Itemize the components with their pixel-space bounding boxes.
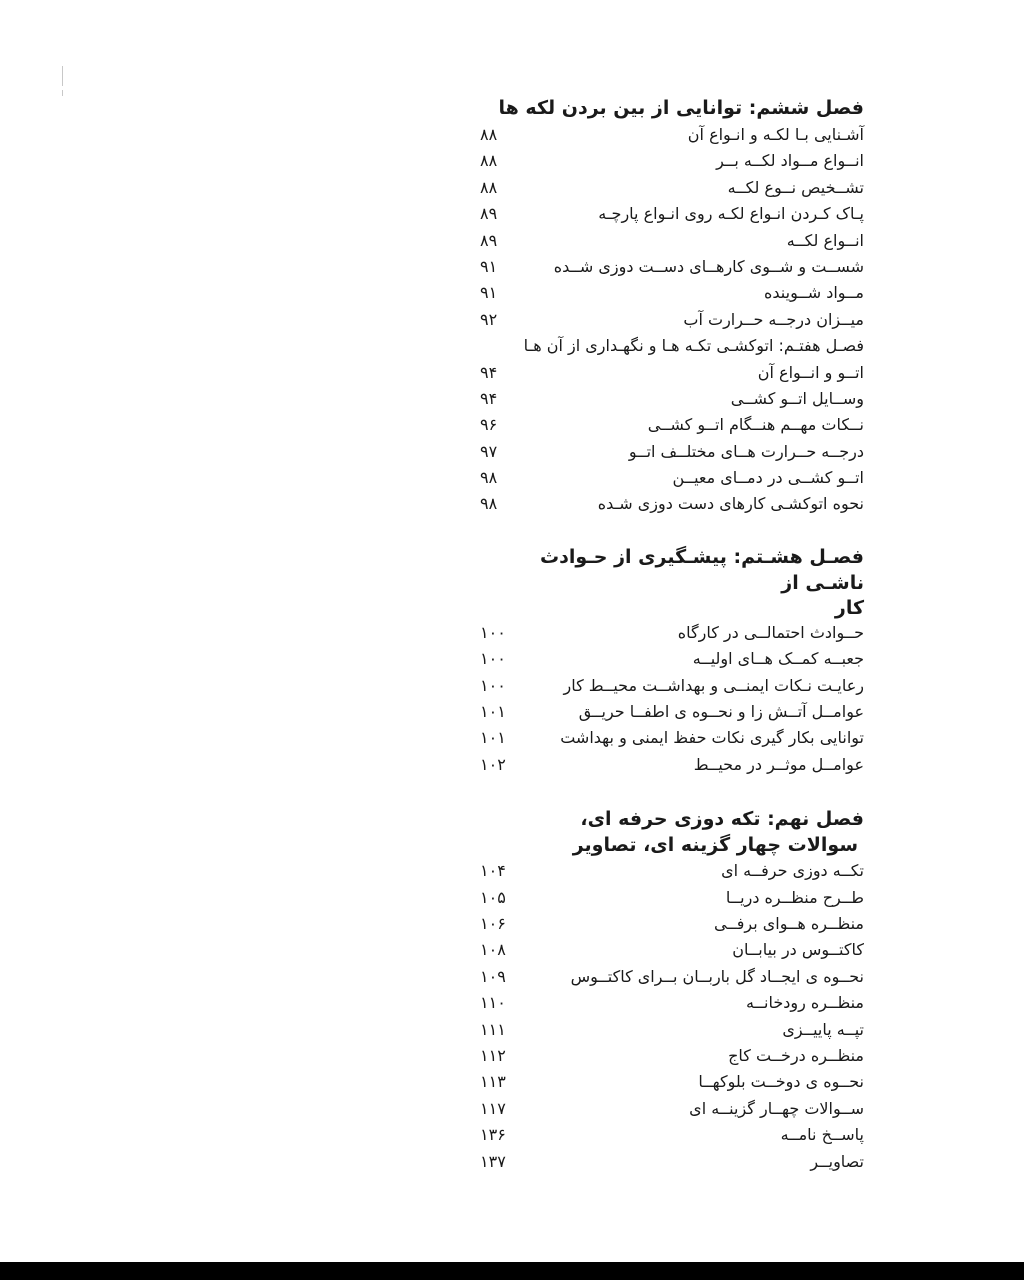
toc-entry <box>480 885 864 911</box>
entry-label: درجــه حــرارت هــای مختلــف اتــو <box>628 441 864 461</box>
entry-label: ســوالات چهــار گزینــه ای <box>689 1098 864 1118</box>
entry-page: ۹۴ <box>480 388 498 408</box>
toc-entry <box>480 386 864 412</box>
entry-page: ۱۱۰ <box>480 993 506 1013</box>
chapter-7 <box>480 333 864 518</box>
entry-label: اتــو کشــی در دمــای معیــن <box>672 468 864 488</box>
toc-entry <box>480 439 864 465</box>
entry-page: ۱۰۶ <box>480 913 506 933</box>
toc-entry <box>480 964 864 990</box>
toc-entry <box>480 175 864 201</box>
entry-page: ۱۰۰ <box>480 649 506 669</box>
entry-page: ۱۰۸ <box>480 940 506 960</box>
entry-label: نحــوه ی دوخــت بلوکهــا <box>698 1072 864 1092</box>
entry-label: شســت و شــوی کارهــای دســت دوزی شــده <box>553 256 864 276</box>
entry-page: ۱۱۱ <box>480 1019 506 1039</box>
entry-label: تپــه پاییــزی <box>782 1019 864 1039</box>
toc-entry <box>480 254 864 280</box>
entry-label: منظــره رودخانــه <box>746 993 864 1013</box>
toc-entry <box>480 620 864 646</box>
entry-page: ۱۰۱ <box>480 728 506 748</box>
entry-label: پـاک کـردن انـواع لکـه روی انـواع پارچـه <box>598 204 864 224</box>
entry-label: تکــه دوزی حرفــه ای <box>721 861 864 881</box>
chapter-9 <box>480 806 864 1175</box>
entry-page: ۱۰۵ <box>480 887 506 907</box>
chapter-title-line: فصـل هشـتم: پیشـگیری از حـوادث ناشـی از <box>540 545 864 594</box>
entry-label: انــواع مــواد لکــه بــر <box>716 151 864 171</box>
entry-label: میــزان درجــه حــرارت آب <box>683 309 864 329</box>
toc-entry <box>480 990 864 1016</box>
entry-label: عوامــل آتــش زا و نحــوه ی اطفــا حریــق <box>578 702 864 722</box>
entry-page: ۱۳۷ <box>480 1151 506 1171</box>
entry-label: اتــو و انــواع آن <box>757 362 864 382</box>
entry-label: پاســخ نامــه <box>780 1125 864 1145</box>
toc-entry <box>480 858 864 884</box>
toc-entry <box>480 1149 864 1175</box>
toc-entry <box>480 937 864 963</box>
entry-page: ۱۳۶ <box>480 1125 506 1145</box>
entry-label: جعبــه کمــک هــای اولیــه <box>692 649 864 669</box>
entry-label: منظــره هــوای برفــی <box>714 913 864 933</box>
toc-entry <box>480 725 864 751</box>
entry-page: ۱۰۹ <box>480 966 506 986</box>
toc-entry <box>480 1122 864 1148</box>
entry-label: تشــخیص نــوع لکــه <box>727 177 864 197</box>
entry-page: ۹۷ <box>480 441 498 461</box>
toc-entry <box>480 360 864 386</box>
toc-entry <box>480 148 864 174</box>
toc-entry <box>480 646 864 672</box>
bottom-black-bar <box>0 1262 1024 1280</box>
entry-label: وســایل اتــو کشــی <box>730 388 864 408</box>
toc-entry <box>480 699 864 725</box>
entry-page: ۱۱۳ <box>480 1072 506 1092</box>
entry-page: ۱۰۱ <box>480 702 506 722</box>
entry-page: ۸۸ <box>480 177 498 197</box>
entry-label: نحــوه ی ایجــاد گل باربــان بــرای کاکتــوس <box>570 966 864 986</box>
entry-page: ۹۶ <box>480 415 498 435</box>
toc-entry <box>480 280 864 306</box>
entry-page: ۹۸ <box>480 494 498 514</box>
toc-entry <box>480 911 864 937</box>
toc-entry <box>480 673 864 699</box>
chapter-title-line: فصل نهم: تکه دوزی حرفه ای، <box>580 808 864 831</box>
entry-label: آشـنایی بـا لکـه و انـواع آن <box>687 125 864 144</box>
entry-label: رعایـت نـکات ایمنــی و بهداشــت محیــط کار <box>563 675 864 695</box>
entry-page: ۱۱۷ <box>480 1098 506 1118</box>
toc-entry <box>480 307 864 333</box>
entry-page: ۹۱ <box>480 256 498 276</box>
table-of-contents <box>480 96 864 1175</box>
toc-entry <box>480 201 864 227</box>
entry-label: عوامــل موثــر در محیــط <box>693 754 864 774</box>
chapter-title-line: سوالات چهار گزینه ای، تصاویر <box>572 834 858 857</box>
chapter-8 <box>480 544 864 778</box>
toc-entry <box>480 465 864 491</box>
toc-entry <box>480 1096 864 1122</box>
entry-label: تصاویــر <box>810 1151 864 1171</box>
entry-page: ۹۸ <box>480 468 498 488</box>
entry-label: نــکات مهــم هنــگام اتــو کشــی <box>647 415 864 435</box>
entry-page: ۸۹ <box>480 230 498 250</box>
chapter-title: فصـل هفتـم: اتوکشـی تکـه هـا و نگهـداری از آن هـا <box>523 336 864 356</box>
toc-entry <box>480 1017 864 1043</box>
entry-label: توانایی بکار گیری نکات حفظ ایمنی و بهداشت <box>560 728 864 748</box>
entry-page: ۱۰۰ <box>480 675 506 695</box>
entry-label: نحوه اتوکشـی کارهای دست دوزی شـده <box>597 494 864 514</box>
margin-mark-bottom <box>62 90 63 96</box>
toc-entry <box>480 122 864 148</box>
entry-label: مــواد شــوینده <box>764 283 864 303</box>
toc-entry <box>480 752 864 778</box>
chapter-6 <box>480 96 864 333</box>
entry-page: ۱۰۴ <box>480 861 506 881</box>
entry-page: ۱۰۲ <box>480 754 506 774</box>
toc-entry <box>480 228 864 254</box>
toc-entry <box>480 491 864 517</box>
entry-page: ۱۰۰ <box>480 622 506 642</box>
chapter-title: فصل ششم: توانایی از بین بردن لکه ها <box>498 97 864 119</box>
entry-label: منظــره درخــت کاج <box>728 1045 864 1065</box>
entry-label: حــوادث احتمالــی در کارگاه <box>677 622 864 642</box>
entry-label: طــرح منظــره دریــا <box>725 887 864 907</box>
entry-page: ۸۸ <box>480 125 498 144</box>
toc-entry <box>480 1069 864 1095</box>
toc-entry <box>480 1043 864 1069</box>
entry-page: ۱۱۲ <box>480 1045 506 1065</box>
entry-page: ۹۲ <box>480 309 498 329</box>
entry-page: ۹۴ <box>480 362 498 382</box>
entry-label: انــواع لکــه <box>786 230 864 250</box>
margin-mark-top <box>62 66 63 86</box>
entry-page: ۸۸ <box>480 151 498 171</box>
chapter-title-line: کار <box>834 596 864 619</box>
entry-label: کاکتــوس در بیابــان <box>732 940 864 960</box>
entry-page: ۸۹ <box>480 204 498 224</box>
toc-entry <box>480 412 864 438</box>
entry-page: ۹۱ <box>480 283 498 303</box>
